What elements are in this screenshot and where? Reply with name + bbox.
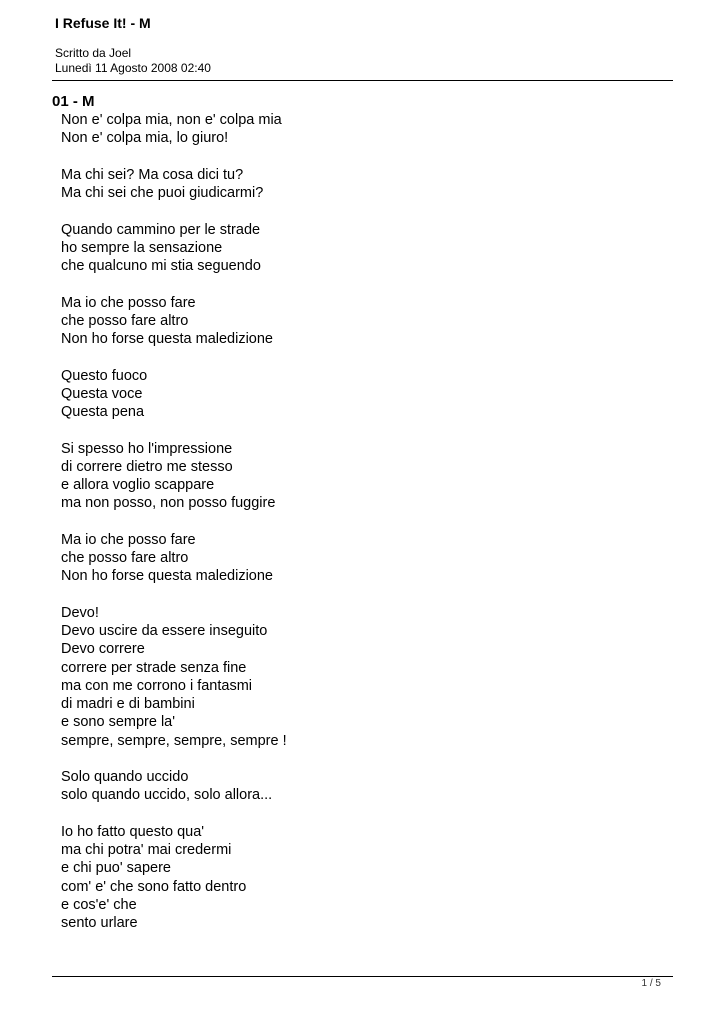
lyric-line: Questa pena — [61, 404, 145, 420]
lyric-line: ma con me corrono i fantasmi — [61, 677, 252, 694]
lyric-line: Devo uscire da essere inseguito — [61, 623, 268, 639]
lyric-line: solo quando uccido, solo allora... — [61, 787, 273, 804]
lyric-line: Quando cammino per le strade — [61, 221, 261, 238]
page-number: 1 / 5 — [641, 978, 661, 989]
lyric-line: che posso fare altro — [61, 550, 189, 566]
document-title: I Refuse It! - M — [55, 15, 151, 31]
lyric-line: e allora voglio scappare — [61, 477, 215, 493]
lyric-line: com' e' che sono fatto dentro — [61, 878, 247, 895]
lyric-line: Non ho forse questa maledizione — [61, 331, 273, 347]
lyric-line: Devo correre — [61, 641, 145, 658]
stanza-break — [61, 586, 287, 604]
stanza-break — [61, 275, 287, 293]
stanza-break — [61, 421, 287, 439]
lyric-line: Non ho forse questa maledizione — [61, 568, 273, 585]
stanza-break — [61, 348, 287, 366]
lyric-line: Devo! — [61, 604, 99, 621]
lyric-line: Ma chi sei? Ma cosa dici tu? — [61, 166, 244, 183]
lyric-line: Non e' colpa mia, non e' colpa mia — [61, 112, 282, 128]
lyric-line: e sono sempre la' — [61, 714, 175, 731]
lyric-line: che qualcuno mi stia seguendo — [61, 258, 261, 274]
lyric-line: ma non posso, non posso fuggire — [61, 495, 276, 512]
lyric-line: di correre dietro me stesso — [61, 458, 233, 475]
lyric-line: Solo quando uccido — [61, 769, 189, 785]
section-heading: 01 - M — [52, 93, 95, 110]
article-meta — [55, 46, 211, 76]
lyric-line: Questo fuoco — [61, 367, 148, 384]
stanza-break — [61, 750, 287, 768]
lyric-line: Ma io che posso fare — [61, 531, 196, 548]
lyric-line: e chi puo' sapere — [61, 860, 171, 877]
stanza-break — [61, 202, 287, 220]
lyric-line: correre per strade senza fine — [61, 659, 247, 676]
lyric-line: ma chi potra' mai credermi — [61, 842, 232, 858]
stanza-break — [61, 513, 287, 531]
author-line: Scritto da Joel — [55, 46, 132, 60]
date-line: Lunedì 11 Agosto 2008 02:40 — [55, 61, 211, 75]
lyric-line: Non e' colpa mia, lo giuro! — [61, 130, 229, 147]
stanza-break — [61, 805, 287, 823]
lyrics-body — [61, 111, 287, 932]
header-divider — [52, 80, 673, 81]
lyric-line: Io ho fatto questo qua' — [61, 823, 205, 840]
lyric-line: Si spesso ho l'impressione — [61, 440, 233, 457]
lyric-line: Ma io che posso fare — [61, 294, 196, 311]
lyric-line: sento urlare — [61, 915, 138, 931]
lyric-line: di madri e di bambini — [61, 696, 195, 712]
lyric-line: che posso fare altro — [61, 312, 189, 329]
lyric-line: ho sempre la sensazione — [61, 239, 223, 256]
lyric-line: e cos'e' che — [61, 896, 137, 913]
footer-divider — [52, 976, 673, 977]
lyric-line: Ma chi sei che puoi giudicarmi? — [61, 185, 264, 201]
lyric-line: sempre, sempre, sempre, sempre ! — [61, 732, 287, 749]
lyric-line: Questa voce — [61, 385, 143, 402]
stanza-break — [61, 148, 287, 166]
